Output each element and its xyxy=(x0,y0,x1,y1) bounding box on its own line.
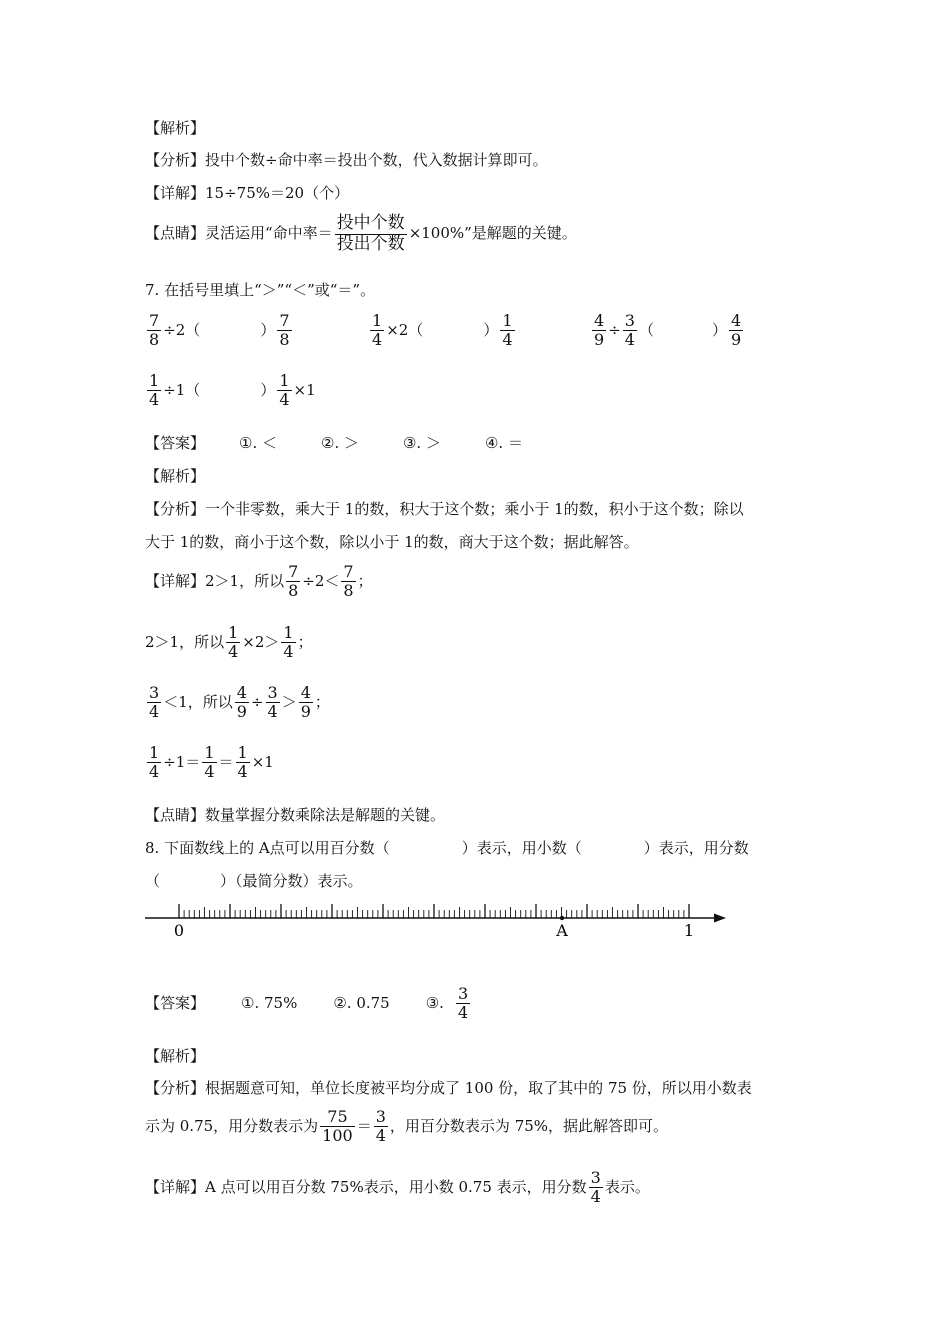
denominator: 4 xyxy=(502,330,513,350)
tip-text: ×100%”是解题的关键。 xyxy=(408,224,577,243)
question-text: ）（最简分数）表示。 xyxy=(220,872,363,890)
numerator: 4 xyxy=(300,683,311,702)
point-a-marker xyxy=(560,916,564,920)
numerator: 投中个数 xyxy=(336,213,405,233)
tip-text: 数量掌握分数乘除法是解题的关键。 xyxy=(205,806,446,824)
detail-text: ×1 xyxy=(251,752,274,771)
tag-label: 【答案】 xyxy=(145,993,206,1012)
numerator: 1 xyxy=(149,371,160,390)
numerator: 1 xyxy=(283,623,294,642)
answer-1: ①. 75% xyxy=(241,993,298,1012)
detail-text: 2＞1，所以 xyxy=(205,571,285,590)
label-one: 1 xyxy=(683,921,695,940)
fraction xyxy=(589,1169,603,1207)
denominator: 4 xyxy=(149,762,160,782)
numerator: 3 xyxy=(267,683,278,702)
tag-label: 【点睛】 xyxy=(145,224,206,243)
denominator: 4 xyxy=(590,1187,601,1207)
question-text: 8. 下面数线上的 A点可以用百分数（ xyxy=(145,839,390,857)
fraction xyxy=(277,372,291,410)
tag-label: 【分析】 xyxy=(145,1079,206,1097)
numerator: 7 xyxy=(343,562,354,581)
blank-close: ） xyxy=(260,320,276,339)
fraction xyxy=(147,372,161,410)
tip-text: 灵活运用“命中率＝ xyxy=(205,224,333,243)
denominator: 4 xyxy=(624,330,635,350)
analysis-text: ，用百分数表示为 75%，据此解答即可。 xyxy=(389,1116,669,1135)
fraction xyxy=(374,1108,388,1146)
denominator: 8 xyxy=(279,330,290,350)
expression-3 xyxy=(590,312,745,350)
fraction xyxy=(729,312,743,350)
analysis-text: 投中个数÷命中率＝投出个数，代入数据计算即可。 xyxy=(205,151,548,169)
fraction xyxy=(592,312,606,350)
numerator: 75 xyxy=(327,1107,348,1126)
denominator: 9 xyxy=(594,330,605,350)
denominator: 4 xyxy=(237,762,248,782)
numerator: 1 xyxy=(204,743,215,762)
detail-text: ÷ xyxy=(250,692,264,711)
detail-line xyxy=(145,1169,650,1207)
operator-text: ÷1（ xyxy=(163,380,201,399)
fraction xyxy=(147,744,161,782)
question-text: （ xyxy=(145,872,161,890)
analysis-text: 示为 0.75，用分数表示为 xyxy=(145,1116,319,1135)
label-point-a: A xyxy=(556,921,568,940)
denominator: 8 xyxy=(288,581,299,601)
denominator: 4 xyxy=(457,1003,469,1023)
detail-text: ； xyxy=(357,571,373,590)
numerator: 1 xyxy=(279,371,290,390)
detail-text: ＞ xyxy=(281,692,297,711)
numerator: 3 xyxy=(457,984,469,1003)
detail-line xyxy=(145,182,349,203)
jiexi-heading: 【解析】 xyxy=(145,1047,206,1065)
expression-4 xyxy=(145,372,316,410)
analysis-line-2 xyxy=(145,1108,668,1146)
analysis-line-2: 大于 1的数，商小于这个数，除以小于 1的数，商大于这个数；据此解答。 xyxy=(145,533,639,551)
detail-text: ＝ xyxy=(218,752,234,771)
denominator: 9 xyxy=(300,702,311,722)
denominator: 4 xyxy=(372,330,383,350)
analysis-text: ＝ xyxy=(356,1116,372,1135)
fraction xyxy=(147,684,161,722)
fraction xyxy=(286,563,300,601)
fraction xyxy=(299,684,313,722)
detail-text: ＜1，所以 xyxy=(163,692,233,711)
answer-line xyxy=(145,985,472,1023)
fraction xyxy=(500,312,514,350)
detail-line-4 xyxy=(145,744,274,782)
answer-3: ③. xyxy=(425,993,444,1012)
denominator: 9 xyxy=(730,330,742,350)
analysis-text: 一个非零数，乘大于 1的数，积大于这个数；乘小于 1的数，积小于这个数；除以 xyxy=(205,500,744,518)
answer-2: ②. 0.75 xyxy=(333,993,390,1012)
denominator: 4 xyxy=(375,1126,386,1146)
blank-open: （ xyxy=(638,320,654,339)
denominator: 4 xyxy=(283,642,294,662)
fraction xyxy=(341,563,355,601)
numerator: 4 xyxy=(594,311,605,330)
fraction xyxy=(226,624,240,662)
tip-line xyxy=(145,804,445,825)
denominator: 4 xyxy=(267,702,278,722)
denominator: 8 xyxy=(149,330,160,350)
numerator: 4 xyxy=(236,683,247,702)
numerator: 1 xyxy=(228,623,239,642)
numerator: 4 xyxy=(730,311,742,330)
denominator: 4 xyxy=(279,390,290,410)
expression-2 xyxy=(368,312,517,350)
detail-line-1 xyxy=(145,563,373,601)
answer-2: ②. ＞ xyxy=(321,434,359,452)
numerator: 1 xyxy=(502,311,513,330)
detail-text: ； xyxy=(314,692,330,711)
numerator: 3 xyxy=(590,1168,601,1187)
fraction xyxy=(236,744,250,782)
detail-text: 2＞1，所以 xyxy=(145,632,225,651)
detail-text: A 点可以用百分数 75%表示，用小数 0.75 表示，用分数 xyxy=(205,1177,587,1196)
question-7-title: 7. 在括号里填上“＞”“＜”或“＝”。 xyxy=(145,281,376,299)
question-8-title xyxy=(145,837,749,858)
answer-4: ④. ＝ xyxy=(484,434,523,452)
detail-text: ÷2＜ xyxy=(302,571,340,590)
tick-marks xyxy=(179,904,689,918)
numerator: 3 xyxy=(375,1107,386,1126)
denominator: 100 xyxy=(322,1126,353,1146)
tag-label: 【详解】 xyxy=(145,571,206,590)
detail-text: 表示。 xyxy=(604,1177,650,1196)
tag-label: 【点睛】 xyxy=(145,806,206,824)
fraction xyxy=(266,684,280,722)
operator-text: ×2（ xyxy=(386,320,424,339)
fraction xyxy=(335,214,407,254)
operator-text: ÷2（ xyxy=(163,320,201,339)
blank-close: ） xyxy=(711,320,727,339)
number-line xyxy=(140,896,740,946)
blank-close: ） xyxy=(483,320,499,339)
jiexi-heading: 【解析】 xyxy=(145,119,206,137)
fraction xyxy=(370,312,384,350)
expression-1 xyxy=(145,312,294,350)
analysis-line xyxy=(145,149,548,170)
question-text: ）表示，用分数 xyxy=(643,839,749,857)
detail-text: ； xyxy=(297,632,313,651)
denominator: 4 xyxy=(204,762,215,782)
fraction xyxy=(623,312,637,350)
denominator: 4 xyxy=(149,702,160,722)
fraction xyxy=(147,312,161,350)
label-zero: 0 xyxy=(173,921,185,940)
fraction xyxy=(320,1108,355,1146)
numerator: 7 xyxy=(288,562,299,581)
detail-line-2 xyxy=(145,624,313,662)
numerator: 1 xyxy=(149,743,160,762)
fraction xyxy=(456,985,470,1023)
denominator: 4 xyxy=(228,642,239,662)
fraction xyxy=(235,684,249,722)
tag-label: 【答案】 xyxy=(145,434,206,452)
analysis-text: 根据题意可知，单位长度被平均分成了 100 份，取了其中的 75 份，所以用小数表 xyxy=(205,1079,752,1097)
analysis-line xyxy=(145,1077,752,1098)
fraction xyxy=(281,624,295,662)
numerator: 7 xyxy=(149,311,160,330)
answer-line xyxy=(145,432,523,453)
detail-text: 15÷75%＝20（个） xyxy=(205,184,350,202)
operator-text: ×1 xyxy=(293,380,316,399)
detail-text: ÷1＝ xyxy=(163,752,201,771)
denominator: 投出个数 xyxy=(336,233,405,254)
fraction xyxy=(202,744,216,782)
numerator: 7 xyxy=(279,311,290,330)
denominator: 8 xyxy=(343,581,354,601)
fraction xyxy=(277,312,291,350)
denominator: 4 xyxy=(149,390,160,410)
tag-label: 【分析】 xyxy=(145,151,206,169)
detail-line-3 xyxy=(145,684,330,722)
tag-label: 【分析】 xyxy=(145,500,206,518)
arrow-head-icon xyxy=(714,914,726,923)
tag-label: 【详解】 xyxy=(145,184,206,202)
answer-1: ①. ＜ xyxy=(239,434,277,452)
numerator: 3 xyxy=(149,683,160,702)
analysis-line xyxy=(145,498,744,519)
numerator: 3 xyxy=(624,311,635,330)
tip-line xyxy=(145,214,577,254)
tag-label: 【详解】 xyxy=(145,1177,206,1196)
blank-close: ） xyxy=(260,380,276,399)
jiexi-heading: 【解析】 xyxy=(145,467,206,485)
question-8-title-2 xyxy=(145,870,363,891)
answer-3: ③. ＞ xyxy=(402,434,441,452)
numerator: 1 xyxy=(372,311,383,330)
question-text: ）表示，用小数（ xyxy=(461,839,582,857)
denominator: 9 xyxy=(236,702,247,722)
detail-text: ×2＞ xyxy=(242,632,280,651)
divide-sign: ÷ xyxy=(608,320,621,339)
numerator: 1 xyxy=(237,743,248,762)
